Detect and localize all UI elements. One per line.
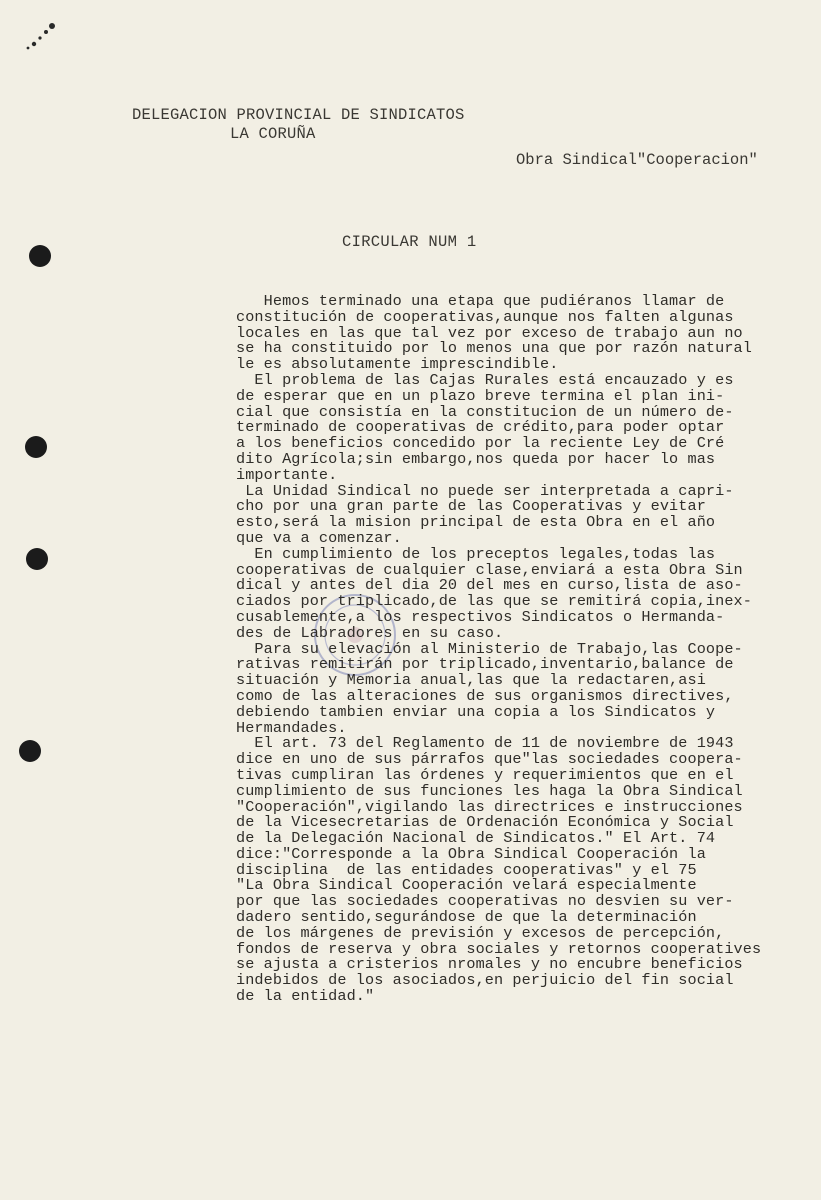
body-line: de la Vicesecretarias de Ordenación Económica y Social xyxy=(236,813,734,832)
body-line: se ha constituido por lo menos una que por razón natural xyxy=(236,339,752,358)
body-line: dice:"Corresponde a la Obra Sindical Cooperación la xyxy=(236,844,706,863)
body-line: tivas cumpliran las órdenes y requerimientos que en el xyxy=(236,765,734,784)
body-line: cusablemente,a los respectivos Sindicatos o Hermanda- xyxy=(236,607,725,626)
body-line: Para su elevación al Ministerio de Trabajo,las Coope- xyxy=(236,639,743,658)
body-line: se ajusta a cristerios nromales y no encubre beneficios xyxy=(236,955,743,974)
body-line: como de las alteraciones de sus organismos directives, xyxy=(236,686,734,705)
body-line: El art. 73 del Reglamento de 11 de noviembre de 1943 xyxy=(236,734,734,753)
body-line: de la Delegación Nacional de Sindicatos." El Art. 74 xyxy=(236,829,716,848)
body-line: cho por una gran parte de las Cooperativas y evitar xyxy=(236,497,706,516)
body-line: de esperar que en un plazo breve termina el plan ini- xyxy=(236,386,725,405)
body-line: cial que consistía en la constitucion de un número de- xyxy=(236,402,734,421)
body-line: situación y Memoria anual,las que la redactaren,asi xyxy=(236,671,706,690)
body-line: terminado de cooperativas de crédito,para poder optar xyxy=(236,418,725,437)
punch-hole-3 xyxy=(26,548,48,570)
body-line: a los beneficios concedido por la reciente Ley de Cré xyxy=(236,434,725,453)
punch-hole-2 xyxy=(25,436,47,458)
body-line: des de Labradores en su caso. xyxy=(236,623,504,642)
body-line: "Cooperación",vigilando las directrices e instrucciones xyxy=(236,797,743,816)
body-line: El problema de las Cajas Rurales está encauzado y es xyxy=(236,370,734,389)
body-line: En cumplimiento de los preceptos legales,todas las xyxy=(236,544,716,563)
circular-body xyxy=(236,294,811,1005)
organization-name: DELEGACION PROVINCIAL DE SINDICATOS xyxy=(132,106,465,124)
body-line: locales en las que tal vez por exceso de trabajo aun no xyxy=(236,323,743,342)
body-line: importante. xyxy=(236,465,338,484)
obra-sindical-label: Obra Sindical"Cooperacion" xyxy=(516,151,758,169)
circular-title: CIRCULAR NUM 1 xyxy=(342,233,477,251)
body-line: de los márgenes de previsión y excesos de percepción, xyxy=(236,923,725,942)
body-line: La Unidad Sindical no puede ser interpretada a capri- xyxy=(236,481,734,500)
ink-smudge xyxy=(22,18,62,58)
body-line: por que las sociedades cooperativas no desvien su ver- xyxy=(236,892,734,911)
body-line: Hemos terminado una etapa que pudiéranos llamar de xyxy=(236,292,725,310)
body-line: "La Obra Sindical Cooperación velará especialmente xyxy=(236,876,697,895)
body-line: le es absolutamente imprescindible. xyxy=(236,355,559,374)
punch-hole-1 xyxy=(29,245,51,267)
body-line: fondos de reserva y obra sociales y retornos cooperatives xyxy=(236,939,762,958)
body-line: de la entidad." xyxy=(236,987,375,1006)
body-line: cumplimiento de sus funciones les haga la Obra Sindical xyxy=(236,781,743,800)
body-line: indebidos de los asociados,en perjuicio del fin social xyxy=(236,971,734,990)
body-line: dice en uno de sus párrafos que"las sociedades coopera- xyxy=(236,750,743,769)
organization-header xyxy=(132,106,465,144)
body-line: rativas remitirán por triplicado,inventario,balance de xyxy=(236,655,734,674)
body-line: esto,será la mision principal de esta Obra en el año xyxy=(236,513,716,532)
body-line: constitución de cooperativas,aunque nos falten algunas xyxy=(236,307,734,326)
body-line: dito Agrícola;sin embargo,nos queda por hacer lo mas xyxy=(236,449,716,468)
body-line: Hermandades. xyxy=(236,718,347,737)
body-line: disciplina de las entidades cooperativas" y el 75 xyxy=(236,860,697,879)
body-line: debiendo tambien enviar una copia a los Sindicatos y xyxy=(236,702,716,721)
organization-city: LA CORUÑA xyxy=(230,125,316,143)
body-line: ciados por triplicado,de las que se remitirá copia,inex- xyxy=(236,592,752,611)
punch-hole-4 xyxy=(19,740,41,762)
body-line: dadero sentido,segurándose de que la determinación xyxy=(236,908,697,927)
body-line: dical y antes del dia 20 del mes en curso,lista de aso- xyxy=(236,576,743,595)
body-line: que va a comenzar. xyxy=(236,528,402,547)
body-line: cooperativas de cualquier clase,enviará a esta Obra Sin xyxy=(236,560,743,579)
